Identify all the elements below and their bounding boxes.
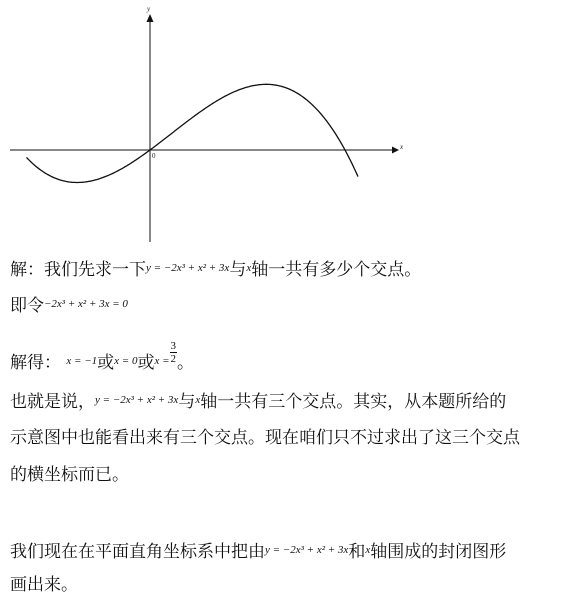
or-text-2: 或	[137, 353, 155, 373]
fraction-denominator: 2	[170, 353, 177, 365]
y-axis-label: y	[147, 5, 151, 13]
solution-line-1	[10, 258, 421, 280]
cubic-curve	[27, 84, 359, 182]
root-2: x = 0	[114, 355, 138, 367]
x-variable-2: x	[195, 394, 201, 406]
drawing-line-2: 画出来。	[10, 575, 78, 595]
root-3-fraction	[170, 340, 178, 365]
root-3-lhs: x =	[154, 355, 170, 367]
drawing-intro: 我们现在在平面直角坐标系中把由	[10, 542, 265, 562]
origin-label: 0	[152, 152, 156, 160]
explanation-line-2: 示意图中也能看出来有三个交点。现在咱们只不过求出了这三个交点	[10, 428, 520, 448]
roots-label: 解得：	[10, 353, 61, 373]
cubic-equation-3: y = −2x³ + x² + 3x	[265, 544, 349, 556]
cubic-equation-2: y = −2x³ + x² + 3x	[95, 394, 179, 406]
explanation-line-3: 的横坐标而已。	[10, 465, 129, 485]
root-1: x = −1	[66, 355, 98, 367]
solution-question: 轴一共有多少个交点。	[251, 260, 422, 280]
drawing-line-1	[10, 540, 506, 562]
explanation-text-1: 轴一共有三个交点。其实，从本题所给的	[200, 392, 507, 412]
x-axis-label: x	[400, 143, 404, 151]
solution-roots-line	[10, 340, 194, 373]
or-text-1: 或	[97, 353, 115, 373]
solution-intro: 解：我们先求一下	[10, 260, 146, 280]
cubic-zero-equation: −2x³ + x² + 3x = 0	[44, 298, 128, 310]
x-variable: x	[246, 262, 252, 274]
y-axis-arrow	[147, 14, 154, 22]
connector-text-3: 和	[348, 542, 366, 562]
x-variable-3: x	[365, 544, 371, 556]
x-axis-arrow	[392, 147, 399, 154]
connector-text-2: 与	[178, 392, 196, 412]
set-equal-text: 即令	[10, 296, 44, 316]
connector-text: 与	[229, 260, 247, 280]
explanation-line-1	[10, 390, 506, 412]
solution-line-2	[10, 294, 128, 316]
drawing-text-1: 轴围成的封闭图形	[370, 542, 507, 562]
explanation-intro: 也就是说，	[10, 392, 95, 412]
cubic-equation: y = −2x³ + x² + 3x	[146, 262, 230, 274]
fraction-numerator: 3	[170, 340, 177, 352]
cubic-graph	[0, 0, 586, 250]
roots-end: 。	[177, 353, 195, 373]
